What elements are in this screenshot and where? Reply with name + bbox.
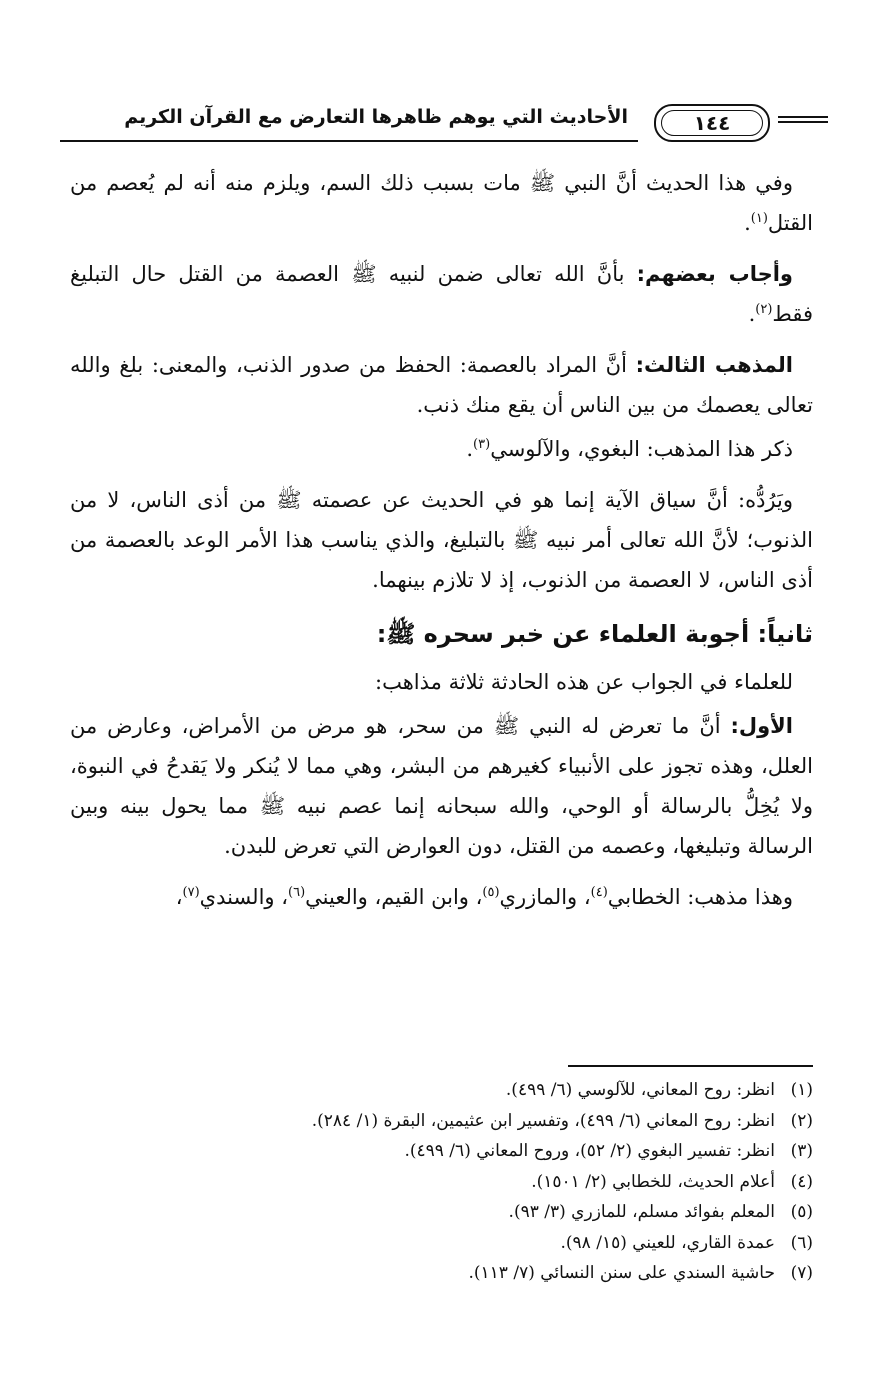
paragraph-6 [70,662,813,702]
paragraph-text: ويَرُدُّه: أنَّ سياق الآية إنما هو في الحديث عن عصمته ﷺ من أذى الناس، لا من الذنوب؛ لأنَّ الله تعالى أمر نبيه ﷺ بالتبليغ، والذي يناسب هذا الأمر الوعد بالعصمة من أذى الناس، لا العصمة من الذنوب، إذ لا تلازم بينهما. [70,488,813,592]
footnote-number: (١) [790,1080,813,1100]
paragraph-4 [70,429,813,469]
paragraph-text: بأنَّ الله تعالى ضمن لنبيه ﷺ العصمة من القتل حال التبليغ فقط [70,262,813,326]
footnote-number: (٢) [790,1110,813,1131]
section-heading: ثانياً: أجوبة العلماء عن خبر سحره ﷺ: [376,620,813,648]
page-number-frame [654,104,770,142]
footnote-ref-1[interactable]: (١) [750,211,768,226]
paragraph-8 [70,877,813,917]
paragraph-text: أنَّ ما تعرض له النبي ﷺ من سحر، هو مرض من الأمراض، وعارض من العلل، وهذه تجوز على الأنبياء كغيرهم من البشر، وهي مما لا يُنكر ولا يَقدحُ في النبوة، ولا يُخِلُّ بالرسالة أو الوحي، والله سبحانه إنما عصم نبيه ﷺ مما يحول بينه وبين الرسالة وتبليغها، وعصمه من القتل، دون العوارض التي تعرض للبدن. [70,714,813,858]
paragraph-5 [70,480,813,600]
footnote-number: (٣) [790,1141,813,1161]
paragraph-text: ، والمازري [499,885,591,909]
paragraph-2 [70,254,813,334]
header-rule [60,140,638,142]
lead-phrase: وأجاب بعضهم: [636,262,793,286]
footnote-text: انظر: روح المعاني، للآلوسي (٦/ ٤٩٩). [505,1080,775,1100]
lead-phrase: الأول: [730,714,793,738]
footnote-text: المعلم بفوائد مسلم، للمازري (٣/ ٩٣). [508,1202,775,1222]
footnote-ref-2[interactable]: (٢) [755,302,773,317]
footnote-number: (٦) [790,1232,813,1253]
paragraph-7 [70,706,813,866]
paragraph-text: ذكر هذا المذهب: البغوي، والآلوسي [490,437,793,461]
footnote-ref-7[interactable]: (٧) [182,885,200,900]
footnote-item [70,1075,813,1106]
paragraph-3 [70,345,813,425]
page-header [60,100,828,146]
footnote-text: عمدة القاري، للعيني (١٥/ ٩٨). [560,1232,775,1253]
footnote-item [70,1197,813,1228]
running-title: الأحاديث التي يوهم ظاهرها التعارض مع القرآن الكريم [124,106,628,128]
footnote-text: انظر: روح المعاني (٦/ ٤٩٩)، وتفسير ابن عثيمين، البقرة (١/ ٢٨٤). [311,1110,775,1131]
paragraph-text: ، [175,885,183,909]
paragraph-end: . [466,437,474,461]
footnote-number: (٤) [790,1171,813,1192]
footnote-separator [568,1065,813,1067]
footnote-ref-4[interactable]: (٤) [590,885,608,900]
footnote-item [70,1106,813,1137]
paragraph-text: أنَّ المراد بالعصمة: الحفظ من صدور الذنب، والمعنى: بلغ والله تعالى يعصمك من بين الناس أن يقع منك ذنب. [70,353,813,417]
footnote-text: أعلام الحديث، للخطابي (٢/ ١٥٠١). [531,1171,775,1192]
footnote-number: (٧) [790,1263,813,1283]
paragraph-end: . [748,302,756,326]
main-text [70,163,813,928]
footnote-text: انظر: تفسير البغوي (٢/ ٥٢)، وروح المعاني (٦/ ٤٩٩). [404,1141,775,1161]
footnote-ref-6[interactable]: (٦) [288,885,306,900]
footnotes [70,1075,813,1289]
footnote-ref-3[interactable]: (٣) [473,437,491,452]
page-number: ١٤٤ [661,110,763,136]
footnote-item [70,1136,813,1167]
header-ornament [778,116,828,128]
footnote-item [70,1258,813,1289]
lead-phrase: المذهب الثالث: [635,353,794,377]
paragraph-text: ، والسندي [199,885,288,909]
footnote-item [70,1228,813,1259]
footnote-ref-5[interactable]: (٥) [482,885,500,900]
paragraph-text: وهذا مذهب: الخطابي [607,885,793,909]
paragraph-text: وفي هذا الحديث أنَّ النبي ﷺ مات بسبب ذلك السم، ويلزم منه أنه لم يُعصم من القتل [70,171,813,235]
paragraph-1 [70,163,813,243]
paragraph-text: ، وابن القيم، والعيني [305,885,483,909]
footnote-item [70,1167,813,1198]
footnote-text: حاشية السندي على سنن النسائي (٧/ ١١٣). [468,1263,775,1283]
paragraph-end: . [744,211,751,235]
footnote-number: (٥) [790,1202,813,1222]
paragraph-text: للعلماء في الجواب عن هذه الحادثة ثلاثة مذاهب: [375,670,793,694]
